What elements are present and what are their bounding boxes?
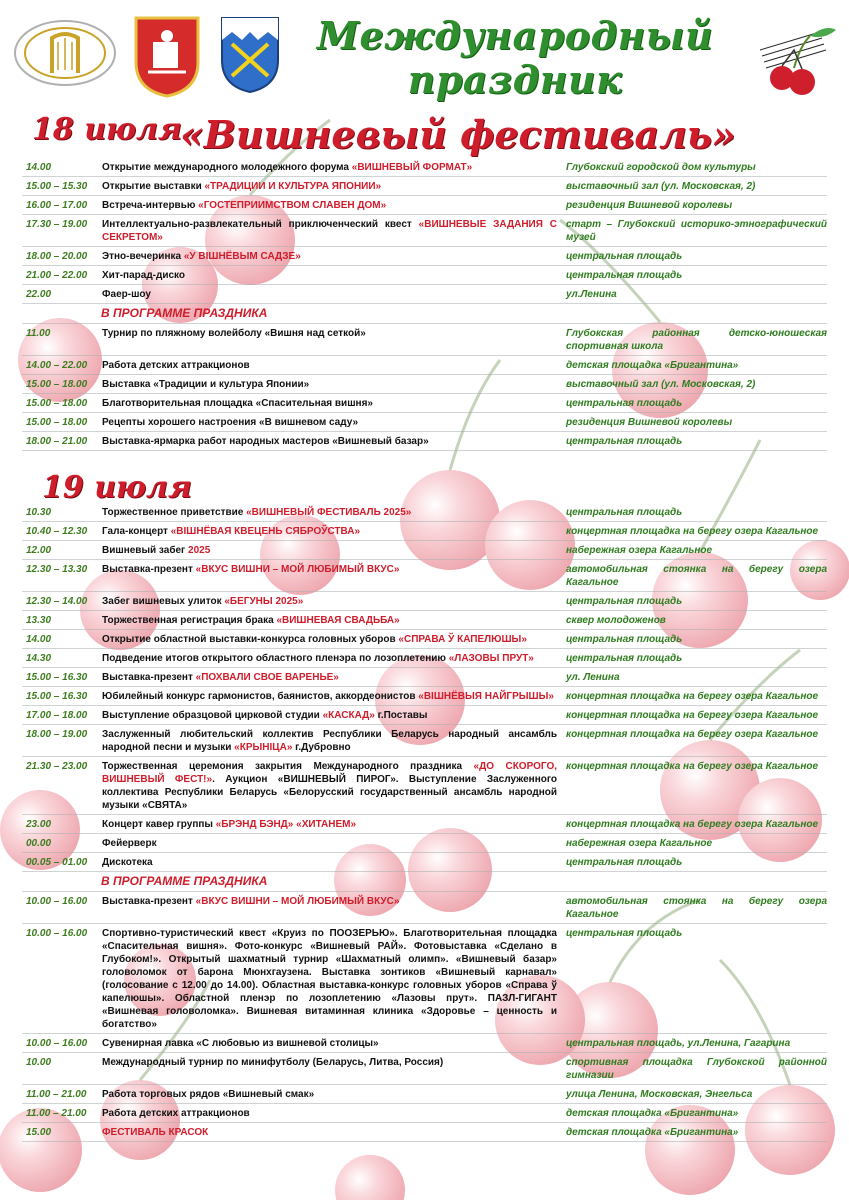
event-highlight: «ВИШНЕВЫЙ ФОРМАТ» [351,162,473,173]
event-highlight: «У ВІШНЁВЫМ САДЗЕ» [183,251,301,262]
event-time: 15.00 – 18.00 [26,379,88,390]
schedule-row [22,1123,827,1142]
event-description [102,285,563,303]
event-place: сквер молодоженов [566,615,666,626]
event-highlight: «ПОХВАЛИ СВОЕ ВАРЕНЬЕ» [195,672,339,683]
event-description [102,394,563,412]
event-time: 14.00 – 22.00 [26,360,88,371]
event-description [102,1104,563,1122]
schedule-row [22,834,827,853]
schedule-row [22,356,827,375]
event-time: 12.30 – 13.30 [26,564,88,575]
title-line-2: праздник [407,57,623,102]
event-text: Подведение итогов открытого областного пленэра по лозоплетению [102,653,449,664]
event-place: центральная площадь [566,270,683,281]
schedule-row [22,560,827,592]
section-heading [22,872,827,892]
schedule-row [22,266,827,285]
festival-name: «Вишневый фестиваль» [180,112,736,157]
section-heading [22,304,827,324]
event-highlight: «ВИШНЕВЫЙ ФЕСТИВАЛЬ 2025» [246,507,412,518]
event-text: Этно-вечеринка [102,251,184,262]
event-place: центральная площадь, ул.Ленина, Гагарина [566,1038,791,1049]
event-text: Выставка-презент [102,564,196,575]
event-highlight: «ВІШНЁВАЯ КВЕЦЕНЬ СЯБРОЎСТВА» [170,526,361,537]
event-description [102,215,563,246]
event-time: 12.00 [26,545,52,556]
event-time: 11.00 – 21.00 [26,1108,87,1119]
header [0,0,849,112]
event-text: Вишневый забег [102,545,189,556]
event-text: Работа детских аттракционов [102,1108,250,1119]
ministry-culture-logo [12,18,118,88]
schedule-row [22,215,827,247]
schedule-row [22,757,827,815]
schedule-row [22,413,827,432]
event-place: концертная площадка на берегу озера Кагальное [566,526,819,537]
event-place: детская площадка «Бригантина» [566,1108,739,1119]
schedule-row [22,158,827,177]
event-place: выставочный зал (ул. Московская, 2) [566,181,756,192]
festival-title [280,14,750,102]
schedule-row [22,592,827,611]
event-text: Фейерверк [102,838,157,849]
event-description [102,706,563,724]
event-time: 14.00 [26,162,52,173]
event-text: Гала-концерт [102,526,171,537]
event-text: Торжественная регистрация брака [102,615,277,626]
event-place: центральная площадь [566,653,683,664]
event-text: Выставка «Традиции и культура Японии» [102,379,310,390]
event-place: концертная площадка на берегу озера Кагальное [566,819,819,830]
event-time: 10.40 – 12.30 [26,526,88,537]
event-description [102,356,563,374]
glubokoe-coat-of-arms [218,14,282,94]
schedule-row [22,815,827,834]
event-text-tail: . Аукцион «ВИШНЕВЫЙ ПИРОГ». Выступление Заслуженного коллектива Республики Беларусь «Белорусский государственный ансамбль народной музыки «СВЯТА» [102,774,557,811]
event-text: Фаер-шоу [102,289,151,300]
event-description [102,892,563,923]
event-place: резиденция Вишневой королевы [566,200,733,211]
event-time: 13.30 [26,615,52,626]
event-highlight: «БЕГУНЫ 2025» [224,596,304,607]
schedule-row [22,892,827,924]
section-label: В ПРОГРАММЕ ПРАЗДНИКА [101,874,268,888]
event-description [102,649,563,667]
event-place: центральная площадь [566,634,683,645]
event-description [102,834,563,852]
event-highlight: «ВКУС ВИШНИ – МОЙ ЛЮБИМЫЙ ВКУС» [195,564,400,575]
event-time: 17.00 – 18.00 [26,710,88,721]
event-place: резиденция Вишневой королевы [566,417,733,428]
schedule-row [22,196,827,215]
event-place: концертная площадка на берегу озера Кагальное [566,710,819,721]
event-highlight: «СПРАВА Ў КАПЕЛЮШЫ» [398,634,527,645]
event-text: Благотворительная площадка «Спасительная вишня» [102,398,373,409]
schedule-row [22,630,827,649]
event-text: Открытие международного молодежного форума [102,162,352,173]
event-place: детская площадка «Бригантина» [566,1127,739,1138]
schedule-row [22,1085,827,1104]
event-time: 10.00 – 16.00 [26,896,88,907]
event-text: Заслуженный любительский коллектив Республики Беларусь народный ансамбль народной песни и музыки [102,729,557,753]
event-description [102,1123,563,1141]
event-text: Торжественное приветствие [102,507,247,518]
event-time: 15.00 – 15.30 [26,181,88,192]
event-text: Работа детских аттракционов [102,360,250,371]
event-place: центральная площадь [566,857,683,868]
schedule-row [22,687,827,706]
event-time: 10.00 – 16.00 [26,1038,88,1049]
event-highlight: 2025 [188,545,211,556]
event-place: набережная озера Кагальное [566,545,713,556]
event-time: 10.00 – 16.00 [26,928,88,939]
event-place: спортивная площадка Глубокской районной гимназии [566,1057,827,1081]
schedule-row [22,725,827,757]
event-text: Юбилейный конкурс гармонистов, баянистов, аккордеонистов [102,691,419,702]
day2-date: 19 июля [42,470,192,505]
event-text: Выступление образцовой цирковой студии [102,710,323,721]
event-place: набережная озера Кагальное [566,838,713,849]
event-time: 22.00 [26,289,52,300]
event-time: 15.00 [26,1127,52,1138]
event-text: Хит-парад-диско [102,270,186,281]
event-highlight: «ВИШНЕВЫЕ ЗАДАНИЯ С СЕКРЕТОМ» [102,219,557,243]
schedule-row [22,668,827,687]
event-description [102,266,563,284]
event-text: Выставка-презент [102,672,196,683]
event-time: 18.00 – 19.00 [26,729,88,740]
event-place: ул. Ленина [566,672,620,683]
event-description [102,560,563,591]
event-text: Дискотека [102,857,153,868]
schedule-row [22,432,827,451]
event-description [102,815,563,833]
event-time: 17.30 – 19.00 [26,219,88,230]
schedule-row [22,503,827,522]
event-time: 18.00 – 20.00 [26,251,88,262]
event-place: выставочный зал (ул. Московская, 2) [566,379,756,390]
event-highlight: «КРЫНІЦА» [234,742,293,753]
event-description [102,541,563,559]
event-text: Рецепты хорошего настроения «В вишневом саду» [102,417,359,428]
event-description [102,668,563,686]
event-time: 10.30 [26,507,52,518]
event-time: 23.00 [26,819,52,830]
schedule-row [22,924,827,1034]
event-time: 11.00 – 21.00 [26,1089,87,1100]
event-place: центральная площадь [566,398,683,409]
event-text: Торжественная церемония закрытия Международного праздника [102,761,474,772]
event-time: 00.00 [26,838,52,849]
event-highlight: «КАСКАД» [322,710,375,721]
schedule-row [22,177,827,196]
schedule-row [22,394,827,413]
schedule-row [22,522,827,541]
event-text-tail: г.Поставы [374,710,428,721]
event-text: Международный турнир по минифутболу (Беларусь, Литва, Россия) [102,1057,444,1068]
event-place: Глубокский городской дом культуры [566,162,756,173]
event-place: улица Ленина, Московская, Энгельса [566,1089,753,1100]
section-label: В ПРОГРАММЕ ПРАЗДНИКА [101,306,268,320]
event-description [102,432,563,450]
day2-schedule [22,503,827,1142]
schedule-row [22,1053,827,1085]
event-description [102,413,563,431]
event-time: 00.05 – 01.00 [26,857,88,868]
event-highlight: ФЕСТИВАЛЬ КРАСОК [102,1127,209,1138]
event-highlight: «БРЭНД БЭНД» «ХИТАНЕМ» [215,819,357,830]
vitebsk-region-coat-of-arms [128,12,206,98]
event-highlight: «ЛАЗОВЫ ПРУТ» [448,653,534,664]
event-place: центральная площадь [566,251,683,262]
event-description [102,592,563,610]
event-description [102,611,563,629]
title-line-1: Международный [316,13,714,58]
event-place: детская площадка «Бригантина» [566,360,739,371]
event-text: Встреча-интервью [102,200,199,211]
schedule-row [22,285,827,304]
schedule-row [22,541,827,560]
schedule-row [22,706,827,725]
schedule-row [22,853,827,872]
event-description [102,853,563,871]
event-place: центральная площадь [566,436,683,447]
event-text-tail: г.Дубровно [292,742,351,753]
event-time: 15.00 – 18.00 [26,398,88,409]
event-description [102,375,563,393]
event-description [102,177,563,195]
event-time: 21.30 – 23.00 [26,761,88,772]
event-time: 15.00 – 16.30 [26,672,88,683]
event-text: Спортивно-туристический квест «Круиз по ПООЗЕРЬЮ». Благотворительная площадка «Спасительная вишня». Фото-конкурс «Вишневый РАЙ». Фотовыставка «Сделано в Глубоком!». Открытый шахматный турнир «Шахматный олимп». «Вишневый базар» головоломок от барона Мюнхгаузена. Выставка зонтиков «Вишневый карнавал» (голосование с 12.00 до 14.00). Областная выставка-конкурс головных уборов «Справа ў капелюшы». Областной пленэр по лозоплетению «Лазовы прут». ПАЗЛ-ГИГАНТ «Вишневая головоломка». Вишневая витаминная клиника «Здоровье – ценность и богатство» [102,928,557,1030]
event-text: Концерт кавер группы [102,819,216,830]
event-place: концертная площадка на берегу озера Кагальное [566,761,819,772]
cherry-music-logo [750,20,840,100]
event-description [102,687,563,705]
event-place: Глубокская районная детско-юношеская спортивная школа [566,328,827,352]
event-time: 21.00 – 22.00 [26,270,88,281]
schedule-row [22,375,827,394]
event-text: Выставка-презент [102,896,196,907]
event-time: 14.30 [26,653,52,664]
schedule-row [22,1034,827,1053]
event-description [102,1053,563,1084]
event-highlight: «ВИШНЕВАЯ СВАДЬБА» [276,615,400,626]
event-highlight: «ВІШНЁВЫЯ НАЙГРЫШЫ» [418,691,554,702]
event-description [102,324,563,355]
event-place: автомобильная стоянка на берегу озера Кагальное [566,896,827,920]
event-highlight: «ТРАДИЦИИ И КУЛЬТУРА ЯПОНИИ» [204,181,382,192]
event-description [102,924,563,1033]
event-time: 15.00 – 16.30 [26,691,88,702]
event-place: автомобильная стоянка на берегу озера Кагальное [566,564,827,588]
event-description [102,1034,563,1052]
event-description [102,503,563,521]
schedule-row [22,324,827,356]
event-text: Открытие областной выставки-конкурса головных уборов [102,634,399,645]
event-time: 11.00 [26,328,51,339]
event-place: центральная площадь [566,507,683,518]
event-text: Открытие выставки [102,181,205,192]
event-text: Турнир по пляжному волейболу «Вишня над сеткой» [102,328,366,339]
event-text: Сувенирная лавка «С любовью из вишневой столицы» [102,1038,379,1049]
event-place: центральная площадь [566,596,683,607]
event-place: ул.Ленина [566,289,617,300]
event-text: Интеллектуально-развлекательный приключенческий квест [102,219,419,230]
event-description [102,1085,563,1103]
event-time: 10.00 [26,1057,52,1068]
schedule-row [22,649,827,668]
event-highlight: «ВКУС ВИШНИ – МОЙ ЛЮБИМЫЙ ВКУС» [195,896,400,907]
event-text: Работа торговых рядов «Вишневый смак» [102,1089,315,1100]
event-time: 18.00 – 21.00 [26,436,88,447]
event-description [102,757,563,814]
event-description [102,158,563,176]
event-text: Выставка-ярмарка работ народных мастеров «Вишневый базар» [102,436,429,447]
event-highlight: «ДО СКОРОГО, ВИШНЕВЫЙ ФЕСТ!» [102,761,558,785]
event-time: 15.00 – 18.00 [26,417,88,428]
event-description [102,725,563,756]
event-time: 12.30 – 14.00 [26,596,88,607]
event-description [102,196,563,214]
event-place: центральная площадь [566,928,683,939]
event-description [102,630,563,648]
day1-date: 18 июля [32,112,182,147]
schedule-row [22,1104,827,1123]
event-time: 16.00 – 17.00 [26,200,88,211]
schedule-row [22,247,827,266]
day1-schedule [22,158,827,451]
event-description [102,247,563,265]
event-text: Забег вишневых улиток [102,596,225,607]
event-time: 14.00 [26,634,52,645]
event-place: концертная площадка на берегу озера Кагальное [566,691,819,702]
schedule-row [22,611,827,630]
event-place: старт – Глубокский историко-этнографический музей [566,219,827,243]
event-description [102,522,563,540]
event-highlight: «ГОСТЕПРИИМСТВОМ СЛАВЕН ДОМ» [198,200,387,211]
event-place: концертная площадка на берегу озера Кагальное [566,729,819,740]
